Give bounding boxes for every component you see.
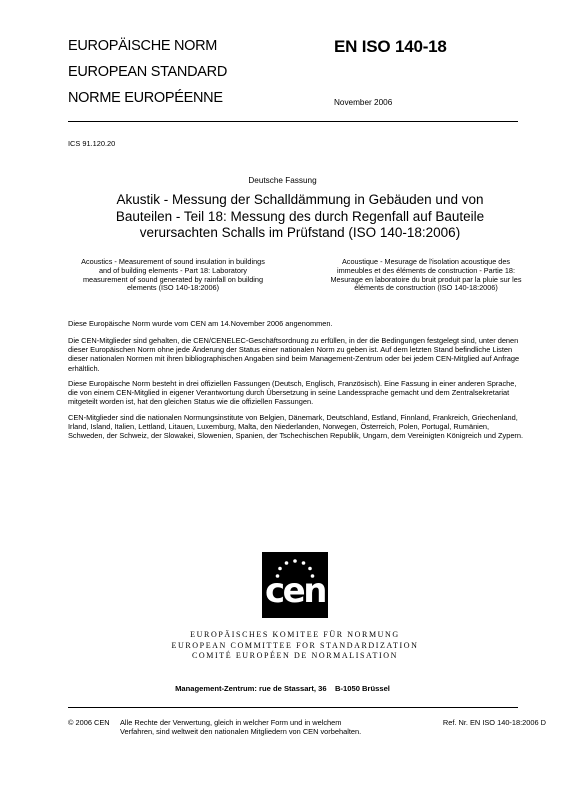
title-english-line: elements (ISO 140-18:2006) (126, 283, 220, 293)
header-rule (68, 121, 518, 122)
title-english-line: Acoustics - Measurement of sound insulation in buildings (81, 257, 265, 266)
title-english (68, 258, 278, 293)
org-name-fr: COMITÉ EUROPÉEN DE NORMALISATION (191, 651, 399, 660)
paragraph-line: dieser nationalen Normen mit ihren bibliographischen Angaben sind beim Management-Zentrum oder bei jedem CEN-Mitglied auf Anfrage (68, 354, 520, 364)
paragraph-line: erhältlich. (68, 363, 100, 373)
paragraph-line: mitgeteilt worden ist, hat den gleichen Status wie die offiziellen Fassungen. (68, 397, 314, 407)
adoption-paragraph: Diese Europäische Norm wurde vom CEN am 14.November 2006 angenommen. (68, 319, 333, 328)
org-name-de: EUROPÄISCHES KOMITEE FÜR NORMUNG (190, 630, 400, 639)
ics-code: ICS 91.120.20 (68, 139, 116, 148)
cen-logo-text: cen (265, 571, 325, 611)
paragraph-line: Schweden, der Schweiz, der Slowakei, Slowenien, Spanien, der Tschechischen Republik, Ungarn, dem Vereinigten Königreich und Zypern. (68, 431, 524, 441)
title-de: EUROPÄISCHE NORM (68, 38, 218, 54)
org-name-en: EUROPEAN COMMITTEE FOR STANDARDIZATION (171, 640, 419, 650)
paragraph-line: Irland, Island, Italien, Lettland, Litauen, Luxemburg, Malta, den Niederlanden, Norwegen, Österreich, Polen, Portugal, Rumänien, (68, 422, 490, 432)
publication-date: November 2006 (334, 98, 393, 107)
management-centre-address: Management-Zentrum: rue de Stassart, 36 B-1050 Brüssel (175, 684, 390, 693)
official-versions-paragraph (68, 379, 548, 407)
paragraph-line: CEN-Mitglieder sind die nationalen Normungsinstitute von Belgien, Dänemark, Deutschland, Estland, Finnland, Frankreich, Griechenland, (68, 413, 518, 422)
version-label: Deutsche Fassung (248, 176, 317, 185)
title-french-line: éléments de construction (ISO 140-18:2006) (354, 283, 498, 293)
title-en: EUROPEAN STANDARD (68, 64, 227, 80)
rights-line: Alle Rechte der Verwertung, gleich in welcher Form und in welchem (120, 718, 342, 727)
main-title-line: Akustik - Messung der Schalldämmung in Gebäuden und von (116, 192, 484, 207)
main-title (110, 192, 490, 242)
paragraph-line: dieser Europäischen Norm ohne jede Änderung der Status einer nationalen Norm zu geben ist. Auf dem letzten Stand befindliche Listen (68, 345, 513, 355)
cen-logo (262, 552, 328, 618)
title-french-line: Mesurage en laboratoire du bruit produit par la pluie sur les (330, 274, 522, 284)
title-fr: NORME EUROPÉENNE (68, 90, 223, 106)
title-english-line: measurement of sound generated by rainfall on building (82, 274, 264, 284)
paragraph-line: die von einem CEN-Mitglied in eigener Verantwortung durch Übersetzung in seine Landessprache gemacht und dem Zentralsekretariat (68, 388, 510, 398)
title-english-line: and of building elements - Part 18: Laboratory (98, 265, 248, 275)
paragraph-line: Diese Europäische Norm besteht in drei offiziellen Fassungen (Deutsch, Englisch, Französisch). Eine Fassung in einer anderen Sprache, (68, 379, 517, 388)
copyright: © 2006 CEN (68, 718, 110, 727)
members-obligation-paragraph (68, 336, 548, 373)
title-french (318, 258, 534, 293)
paragraph-line: Die CEN-Mitglieder sind gehalten, die CEN/CENELEC-Geschäftsordnung zu erfüllen, in der die Bedingungen festgelegt sind, unter denen (68, 336, 519, 345)
title-french-line: Acoustique - Mesurage de l'isolation acoustique des (341, 257, 511, 266)
main-title-line: Bauteilen - Teil 18: Messung des durch Regenfall auf Bauteile (115, 208, 485, 224)
cen-members-paragraph (68, 413, 548, 441)
title-french-line: immeubles et des éléments de construction - Partie 18: (336, 265, 516, 275)
footer-rule (68, 707, 518, 708)
rights-line: Verfahren, sind weltweit den nationalen Mitgliedern von CEN vorbehalten. (120, 727, 362, 736)
reference-number: Ref. Nr. EN ISO 140-18:2006 D (442, 718, 546, 727)
cen-organization-names (170, 630, 420, 662)
standard-number: EN ISO 140-18 (334, 37, 447, 56)
main-title-line: verursachten Schalls im Prüfstand (ISO 140-18:2006) (139, 225, 461, 240)
rights-notice (120, 718, 390, 736)
